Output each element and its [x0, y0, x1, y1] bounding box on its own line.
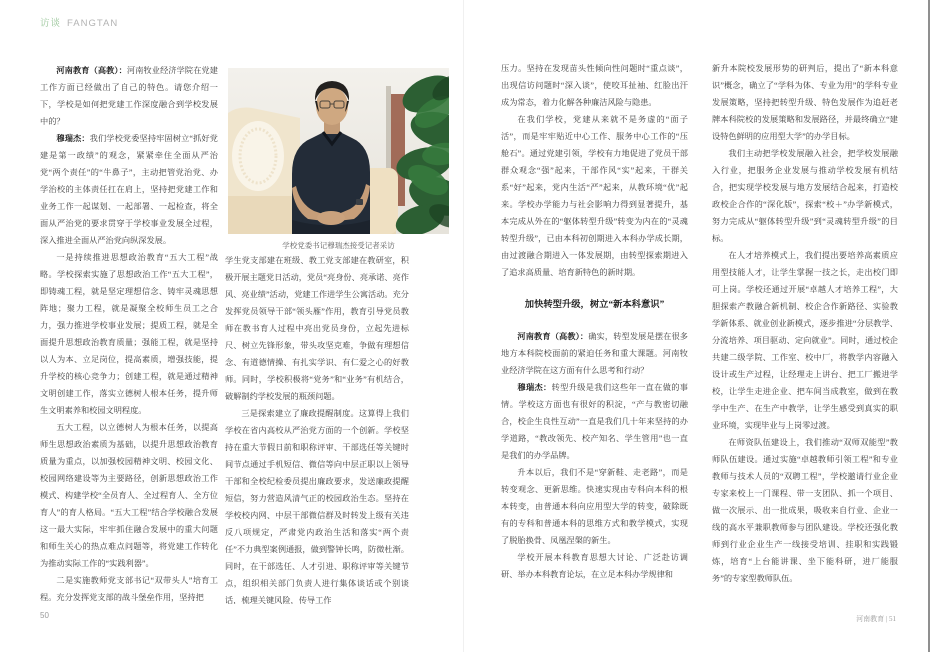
right-page-column-2: [712, 60, 898, 608]
article-subheading: 加快转型升级，树立“新本科意识”: [524, 300, 665, 310]
left-page-column-1: [40, 62, 218, 604]
paragraph: 压力。坚持在发现苗头性倾向性问题时“重点谈”，出现信访问题时“深入谈”，使咬耳扯袖、红脸出汗成为常态，着力化解各种廉洁风险与隐患。: [501, 64, 688, 107]
right-page-footer: 河南教育 | 51: [856, 615, 896, 623]
section-header: [40, 15, 118, 29]
paragraph: 河南教育（高教）：河南牧业经济学院在党建工作方面已经做出了自己的特色。请您介绍一下，学校是如何把党建工作深度融合到学校发展中的？: [40, 66, 218, 126]
interview-photo: [228, 68, 449, 234]
right-col1-after-heading: [501, 328, 688, 583]
paragraph: 升本以后，我们不是“穿新鞋、走老路”，而是转变观念、更新思维。快速实现由专科向本科的根本转变，由普通本科向应用型大学的转变，破除既有的专科和普通本科的思维方式和教学模式，实现了脱胎换骨、凤凰涅槃的新生。: [501, 468, 688, 545]
paragraph: 穆瑞杰：转型升级是我们这些年一直在做的事情。学校这方面也有很好的积淀，“产与教密切融合，校企生良性互动”一直是我们几十年来坚持的办学道路，“教改领先、校产知名、学生管用”也一直是我们的办学品牌。: [501, 383, 688, 460]
paragraph: 五大工程，以立德树人为根本任务，以提高师生思想政治素质为基础，以提升思想政治教育质量为重点，以加强校园精神文明、校园文化、校园网络建设等为主要路径，创新思想政治工作模式、构建学校“全员育人、全过程育人、全方位育人”的育人格局。“五大工程”结合学校融合发展这一最大实际，牢牢抓住融合发展中的重大问题和师生关心的热点难点问题等，将党建工作转化为推动实际工作的“实践利器”。: [40, 423, 218, 568]
section-label-pinyin: FANGTAN: [67, 18, 119, 29]
page-gutter-line: [463, 0, 464, 652]
paragraph: 三是探索建立了廉政提醒制度。这算得上我们学校在省内高校从严治党方面的一个创新。学校坚持在重大节假日前和职称评审、干部选任等关键时间节点通过手机短信、微信等向中层正职以上领导干部和全校纪检委员提出廉政要求，发送廉政提醒短信，努力营造风清气正的校园政治生态。坚持在学校校内网、中层干部微信群及时转发上级有关违反八项规定，严肃党内政治生活和落实“两个责任”不力典型案例通报，做到警钟长鸣，防微杜渐。同时，在干部选任、人才引进、职称评审等关键节点，组织相关部门负责人进行集体谈话或个别谈话，梳理关键风险，传导工作: [225, 409, 409, 604]
paragraph: 学校开展本科教育思想大讨论、广泛赴访调研、举办本科教育论坛，在立足本科办学规律和: [501, 553, 688, 579]
speaker-label: 穆瑞杰：: [56, 134, 90, 143]
left-page-column-2: [225, 252, 409, 604]
section-label-chinese: 访谈: [40, 18, 62, 29]
paragraph: 河南教育（高教）：确实，转型发展是摆在很多地方本科院校面前的紧迫任务和重大课题。河南牧业经济学院在这方面有什么思考和行动？: [501, 332, 688, 375]
paragraph: 一是持续推进思想政治教育“五大工程”战略。学校探索实施了思想政治工作“五大工程”，即铸魂工程，就是坚定理想信念、铸牢灵魂思想阵地；聚力工程，就是凝聚全校师生员工之合力，强力推进学校事业发展；提质工程，就是全面提升思想政治教育质量；强能工程，就是坚持以人为本、立足岗位，提高素质，增强技能，提升学校的核心竞争力；创建工程，就是通过精神文明创建工作，落实立德树人根本任务，提升师生文明素养和校园文明程度。: [40, 253, 218, 415]
interview-photo-illustration: [228, 68, 449, 234]
paragraph: 在人才培养模式上，我们提出要培养高素质应用型技能人才，让学生掌握一技之长，走出校门即可上岗。学校还通过开展“卓越人才培养工程”，大胆探索产教融合新机制、校企合作新路径、实验教学新体系、就业创业新模式，逐步推进“分层教学、分流培养、项目驱动、定向就业”。同时，通过校企共建二级学院、工作室、校中厂，将教学内容融入设计或生产过程，让经理走上讲台、把工厂搬进学校，让学生走进企业、把车间当成教室，做到在教学中生产、在生产中教学，让学生感受到真实的职业环境，实现毕业与上岗零过渡。: [712, 251, 898, 430]
right-page-column-1: [501, 60, 688, 608]
left-page-number: 50: [40, 611, 49, 620]
paragraph: 二是实施教师党支部书记“双带头人”培育工程。充分发挥党支部的战斗堡垒作用，坚持把: [40, 576, 218, 602]
speaker-label: 河南教育（高教）：: [517, 332, 589, 341]
paragraph: 在我们学校，党建从来就不是务虚的“面子活”，而是牢牢贴近中心工作、服务中心工作的“压舱石”。通过党建引领，学校有力地促进了党员干部群众观念“强”起来，干部作风“实”起来，干群关系“好”起来，党内生活“严”起来，从教环境“优”起来。学校办学能力与社会影响力得到显著提升，基本完成从外在的“躯体转型升级”转变为内在的“灵魂转型升级”，已由本科初创期进入本科办学成长期，由过渡融合期进入一体发展期，由转型探索期进入了追求高质量、培育新特色的新时期。: [501, 115, 688, 277]
photo-caption: 学校党委书记穆瑞杰接受记者采访: [282, 241, 395, 250]
paragraph: 新升本院校发展形势的研判后，提出了“新本科意识”概念，确立了“学科为体、专业为用”的学科专业发展策略，坚持把转型升级、特色发展作为追赶老牌本科院校的发展策略和发展路径，并最终确立“建设特色鲜明的应用型大学”的办学目标。: [712, 64, 898, 141]
paragraph: 在师资队伍建设上，我们推动“双师双能型”教师队伍建设。通过实施“卓越教师引领工程”和专业教师与技术人员的“双聘工程”，学校邀请行业企业专家来校上一门课程、带一支团队、抓一个项目、做一次展示、出一批成果，吸收来自行业、企业一线的高水平兼职教师参与团队建设。学校还强化教师到行业企业生产一线接受培训、挂职和实践锻炼，培育“上台能讲课、坐下能科研，进厂能服务”的专家型教师队伍。: [712, 438, 898, 583]
paragraph: 我们主动把学校发展融入社会，把学校发展融入行业，把服务企业发展与推动学校发展有机结合，把实现学校发展与地方发展结合起来，打造校政校企合作的“深化版”，探索“校＋”办学新模式，努力完成从“躯体转型升级”到“灵魂转型升级”的目标。: [712, 149, 898, 243]
speaker-label: 河南教育（高教）：: [56, 66, 127, 75]
speaker-label: 穆瑞杰：: [517, 383, 552, 392]
paragraph: 穆瑞杰：我们学校党委坚持牢固树立“抓好党建是第一政绩”的观念，紧紧牵住全面从严治党“两个责任”的“牛鼻子”，主动把管党治党、办学治校的主体责任扛在肩上，坚持把党建工作和业务工作一起谋划、一起部署、一起检查，将全面从严治党的要求贯穿于学校事业发展全过程，深入推进全面从严治党向纵深发展。: [40, 134, 218, 245]
paragraph: 学生党支部建在班级、教工党支部建在教研室，积极开展主题党日活动，党员“亮身份、亮承诺、亮作风、亮业绩”活动，党建工作进学生公寓活动。充分发挥党员领导干部“领头雁”作用，教育引导党员教师在教书育人过程中亮出党员身份，立起先进标尺、树立先锋形象，带头攻坚克难，争做有理想信念、有道德情操、有扎实学识、有仁爱之心的好教师。同时，学校积极将“党务”和“业务”有机结合，破解制约学校发展的瓶颈问题。: [225, 256, 409, 401]
right-col1-before-heading: [501, 60, 688, 281]
